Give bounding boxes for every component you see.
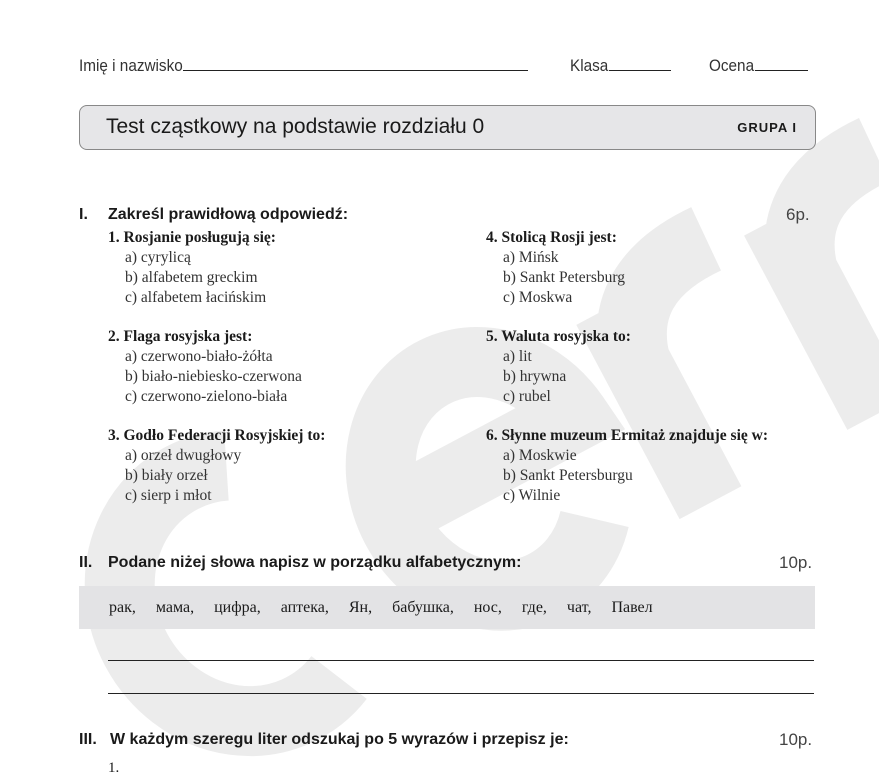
answer-option[interactable]: a) lit: [503, 348, 532, 365]
question-text: 6. Słynne muzeum Ermitaż znajduje się w:: [486, 427, 768, 444]
page-title: Test cząstkowy na podstawie rozdziału 0: [106, 115, 485, 138]
question-text: 4. Stolicą Rosji jest:: [486, 229, 617, 246]
question-text: 3. Godło Federacji Rosyjskiej to:: [108, 427, 326, 444]
class-label: Klasa: [570, 56, 609, 75]
answer-line[interactable]: [108, 693, 814, 694]
section-points: 10p.: [779, 553, 813, 572]
answer-option[interactable]: c) Wilnie: [503, 487, 561, 504]
name-field-line[interactable]: [183, 70, 528, 71]
grade-field-line[interactable]: [755, 70, 808, 71]
watermark-letter-r2: [768, 149, 879, 413]
question-text: 1. Rosjanie posługują się:: [108, 229, 276, 246]
answer-option[interactable]: a) cyrylicą: [125, 249, 191, 266]
item-number: 1.: [108, 760, 120, 776]
answer-option[interactable]: b) Sankt Petersburgu: [503, 467, 633, 484]
answer-option[interactable]: b) hrywna: [503, 368, 567, 385]
section-number: III.: [79, 731, 97, 748]
section-points: 10p.: [779, 730, 813, 749]
answer-option[interactable]: c) czerwono-zielono-biała: [125, 388, 288, 405]
section-number: II.: [79, 554, 93, 571]
question: [108, 327, 302, 407]
class-field-line[interactable]: [609, 70, 671, 71]
answer-option[interactable]: a) Moskwie: [503, 447, 577, 464]
answer-option[interactable]: c) rubel: [503, 388, 551, 405]
section-number: I.: [79, 206, 88, 223]
question: [486, 327, 631, 407]
grade-label: Ocena: [709, 56, 755, 75]
answer-option[interactable]: a) czerwono-biało-żółta: [125, 348, 273, 365]
section-title: W każdym szeregu liter odszukaj po 5 wyrazów i przepisz je:: [110, 731, 569, 748]
answer-option[interactable]: b) biały orzeł: [125, 467, 208, 484]
answer-option[interactable]: c) sierp i młot: [125, 487, 212, 504]
answer-option[interactable]: a) Mińsk: [503, 249, 559, 266]
question: [486, 426, 768, 506]
section-title: Podane niżej słowa napisz w porządku alfabetycznym:: [108, 554, 522, 571]
question: [108, 228, 276, 308]
answer-option[interactable]: b) biało-niebiesko-czerwona: [125, 368, 302, 385]
question-text: 5. Waluta rosyjska to:: [486, 328, 631, 345]
question: [486, 228, 625, 308]
group-label: GRUPA I: [737, 120, 797, 135]
question: [108, 426, 325, 506]
section-points: 6p.: [786, 205, 810, 224]
answer-option[interactable]: b) Sankt Petersburg: [503, 269, 625, 286]
answer-option[interactable]: c) alfabetem łacińskim: [125, 289, 267, 306]
answer-option[interactable]: b) alfabetem greckim: [125, 269, 258, 286]
answer-option[interactable]: a) orzeł dwugłowy: [125, 447, 242, 464]
question-text: 2. Flaga rosyjska jest:: [108, 328, 253, 345]
name-label: Imię i nazwisko: [79, 56, 183, 75]
title-box: [79, 105, 816, 150]
answer-option[interactable]: c) Moskwa: [503, 289, 573, 306]
answer-line[interactable]: [108, 660, 814, 661]
word-list: рак, мама, цифра, аптека, Ян, бабушка, нос, где, чат, Павел: [79, 586, 815, 629]
section-title: Zakreśl prawidłową odpowiedź:: [108, 206, 349, 223]
